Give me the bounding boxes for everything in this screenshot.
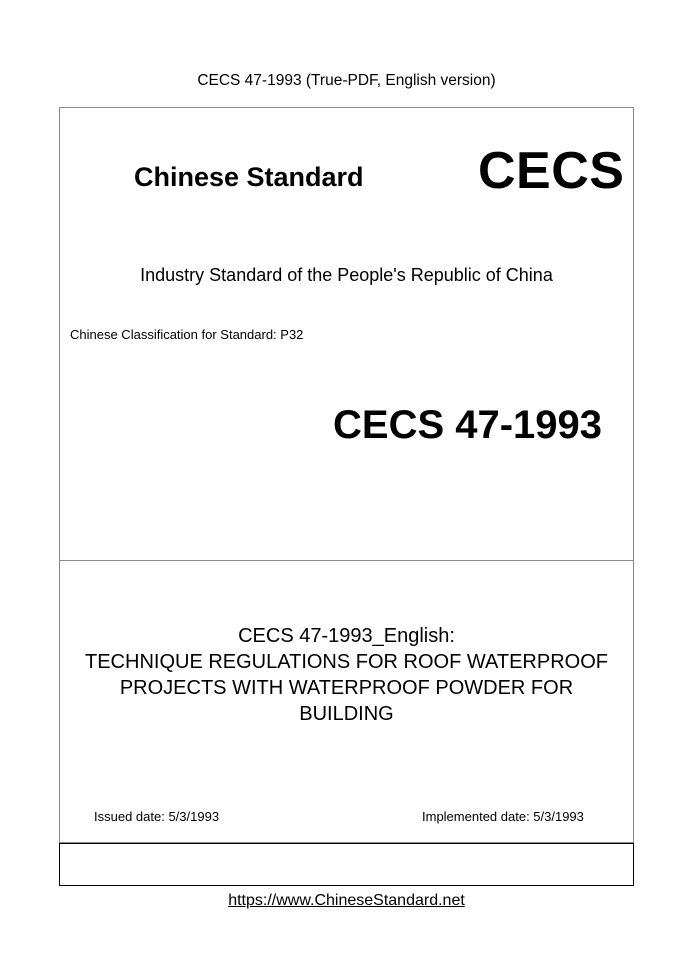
standard-number: CECS 47-1993 xyxy=(333,403,603,447)
document-title-line: CECS 47-1993_English: xyxy=(238,625,455,647)
document-title-line: TECHNIQUE REGULATIONS FOR ROOF WATERPROOF xyxy=(85,651,608,673)
cover-heading: Chinese Standard xyxy=(134,162,364,192)
document-header-title: CECS 47-1993 (True-PDF, English version) xyxy=(197,72,496,89)
cover-bottom-frame xyxy=(59,843,634,886)
document-title xyxy=(59,623,634,727)
footer xyxy=(0,892,693,910)
document-title-line: PROJECTS WITH WATERPROOF POWDER FOR xyxy=(119,677,574,699)
issued-date: Issued date: 5/3/1993 xyxy=(94,809,220,824)
document-title-line: BUILDING xyxy=(299,703,394,725)
classification-label: Chinese Classification for Standard: P32 xyxy=(70,327,304,342)
cecs-logo: CECS xyxy=(478,142,625,200)
website-link[interactable]: https://www.ChineseStandard.net xyxy=(228,892,465,909)
implemented-date: Implemented date: 5/3/1993 xyxy=(422,809,584,824)
industry-standard-line: Industry Standard of the People's Republic of China xyxy=(140,265,553,285)
